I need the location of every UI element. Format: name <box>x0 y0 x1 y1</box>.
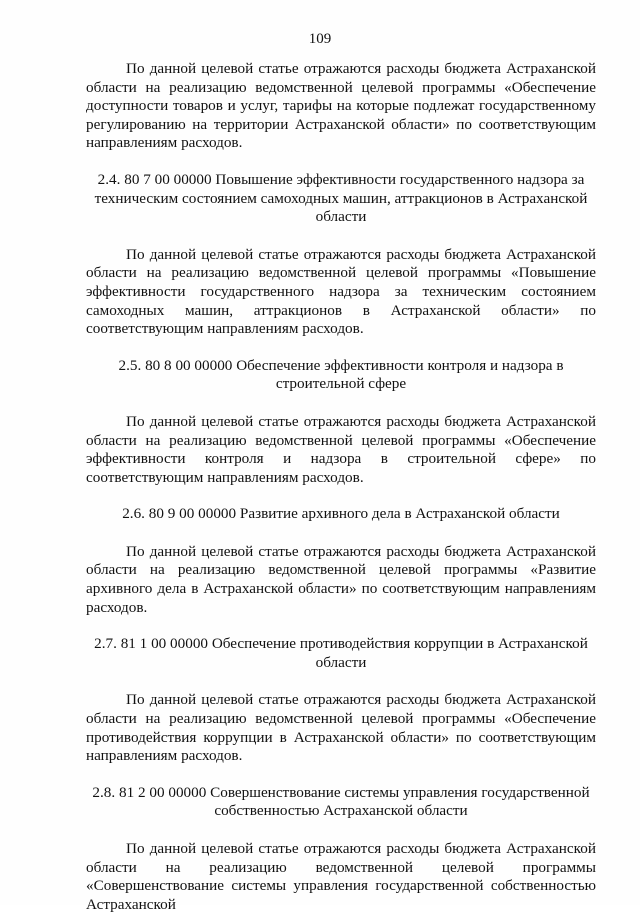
section-heading-2-5: 2.5. 80 8 00 00000 Обеспечение эффективности контроля и надзора в строительной сфере <box>118 356 564 393</box>
section-paragraph-2-7: По данной целевой статье отражаются расходы бюджета Астраханской области на реализацию ведомственной целевой программы «Обеспечение противодействия коррупции в Астраханской области» по соответствующим направлениям расходов. <box>86 691 596 765</box>
page-number: 109 <box>308 31 332 47</box>
section-paragraph-2-4: По данной целевой статье отражаются расходы бюджета Астраханской области на реализацию ведомственной целевой программы «Повышение эффективности государственного надзора за техническим состоянием самоходных машин, аттракционов в Астраханской области» по соответствующим направлениям расходов. <box>86 245 596 338</box>
intro-paragraph: По данной целевой статье отражаются расходы бюджета Астраханской области на реализацию ведомственной целевой программы «Обеспечение доступности товаров и услуг, тарифы на которые подлежат государственному регулированию на территории Астраханской области» по соответствующим направлениям расходов. <box>86 60 596 152</box>
section-paragraph-2-5: По данной целевой статье отражаются расходы бюджета Астраханской области на реализацию ведомственной целевой программы «Обеспечение эффективности контроля и надзора в строительной сфере» по соответствующим направлениям расходов. <box>86 412 596 486</box>
section-heading-2-7: 2.7. 81 1 00 00000 Обеспечение противодействия коррупции в Астраханской области <box>94 635 588 671</box>
section-heading-2-8: 2.8. 81 2 00 00000 Совершенствование системы управления государственной собственностью Астраханской области <box>92 783 590 820</box>
section-paragraph-2-6: По данной целевой статье отражаются расходы бюджета Астраханской области на реализацию ведомственной целевой программы «Развитие архивного дела в Астраханской области» по соответствующим направлениям расходов. <box>86 542 596 616</box>
document-body <box>86 60 596 914</box>
section-heading-2-4: 2.4. 80 7 00 00000 Повышение эффективности государственного надзора за техническим состоянием самоходных машин, аттракционов в Астраханской области <box>94 170 588 226</box>
section-heading-2-6: 2.6. 80 9 00 00000 Развитие архивного дела в Астраханской области <box>122 505 560 523</box>
section-paragraph-2-8: По данной целевой статье отражаются расходы бюджета Астраханской области на реализацию ведомственной целевой программы «Совершенствование системы управления государственной собственностью Астраханской <box>86 840 596 913</box>
